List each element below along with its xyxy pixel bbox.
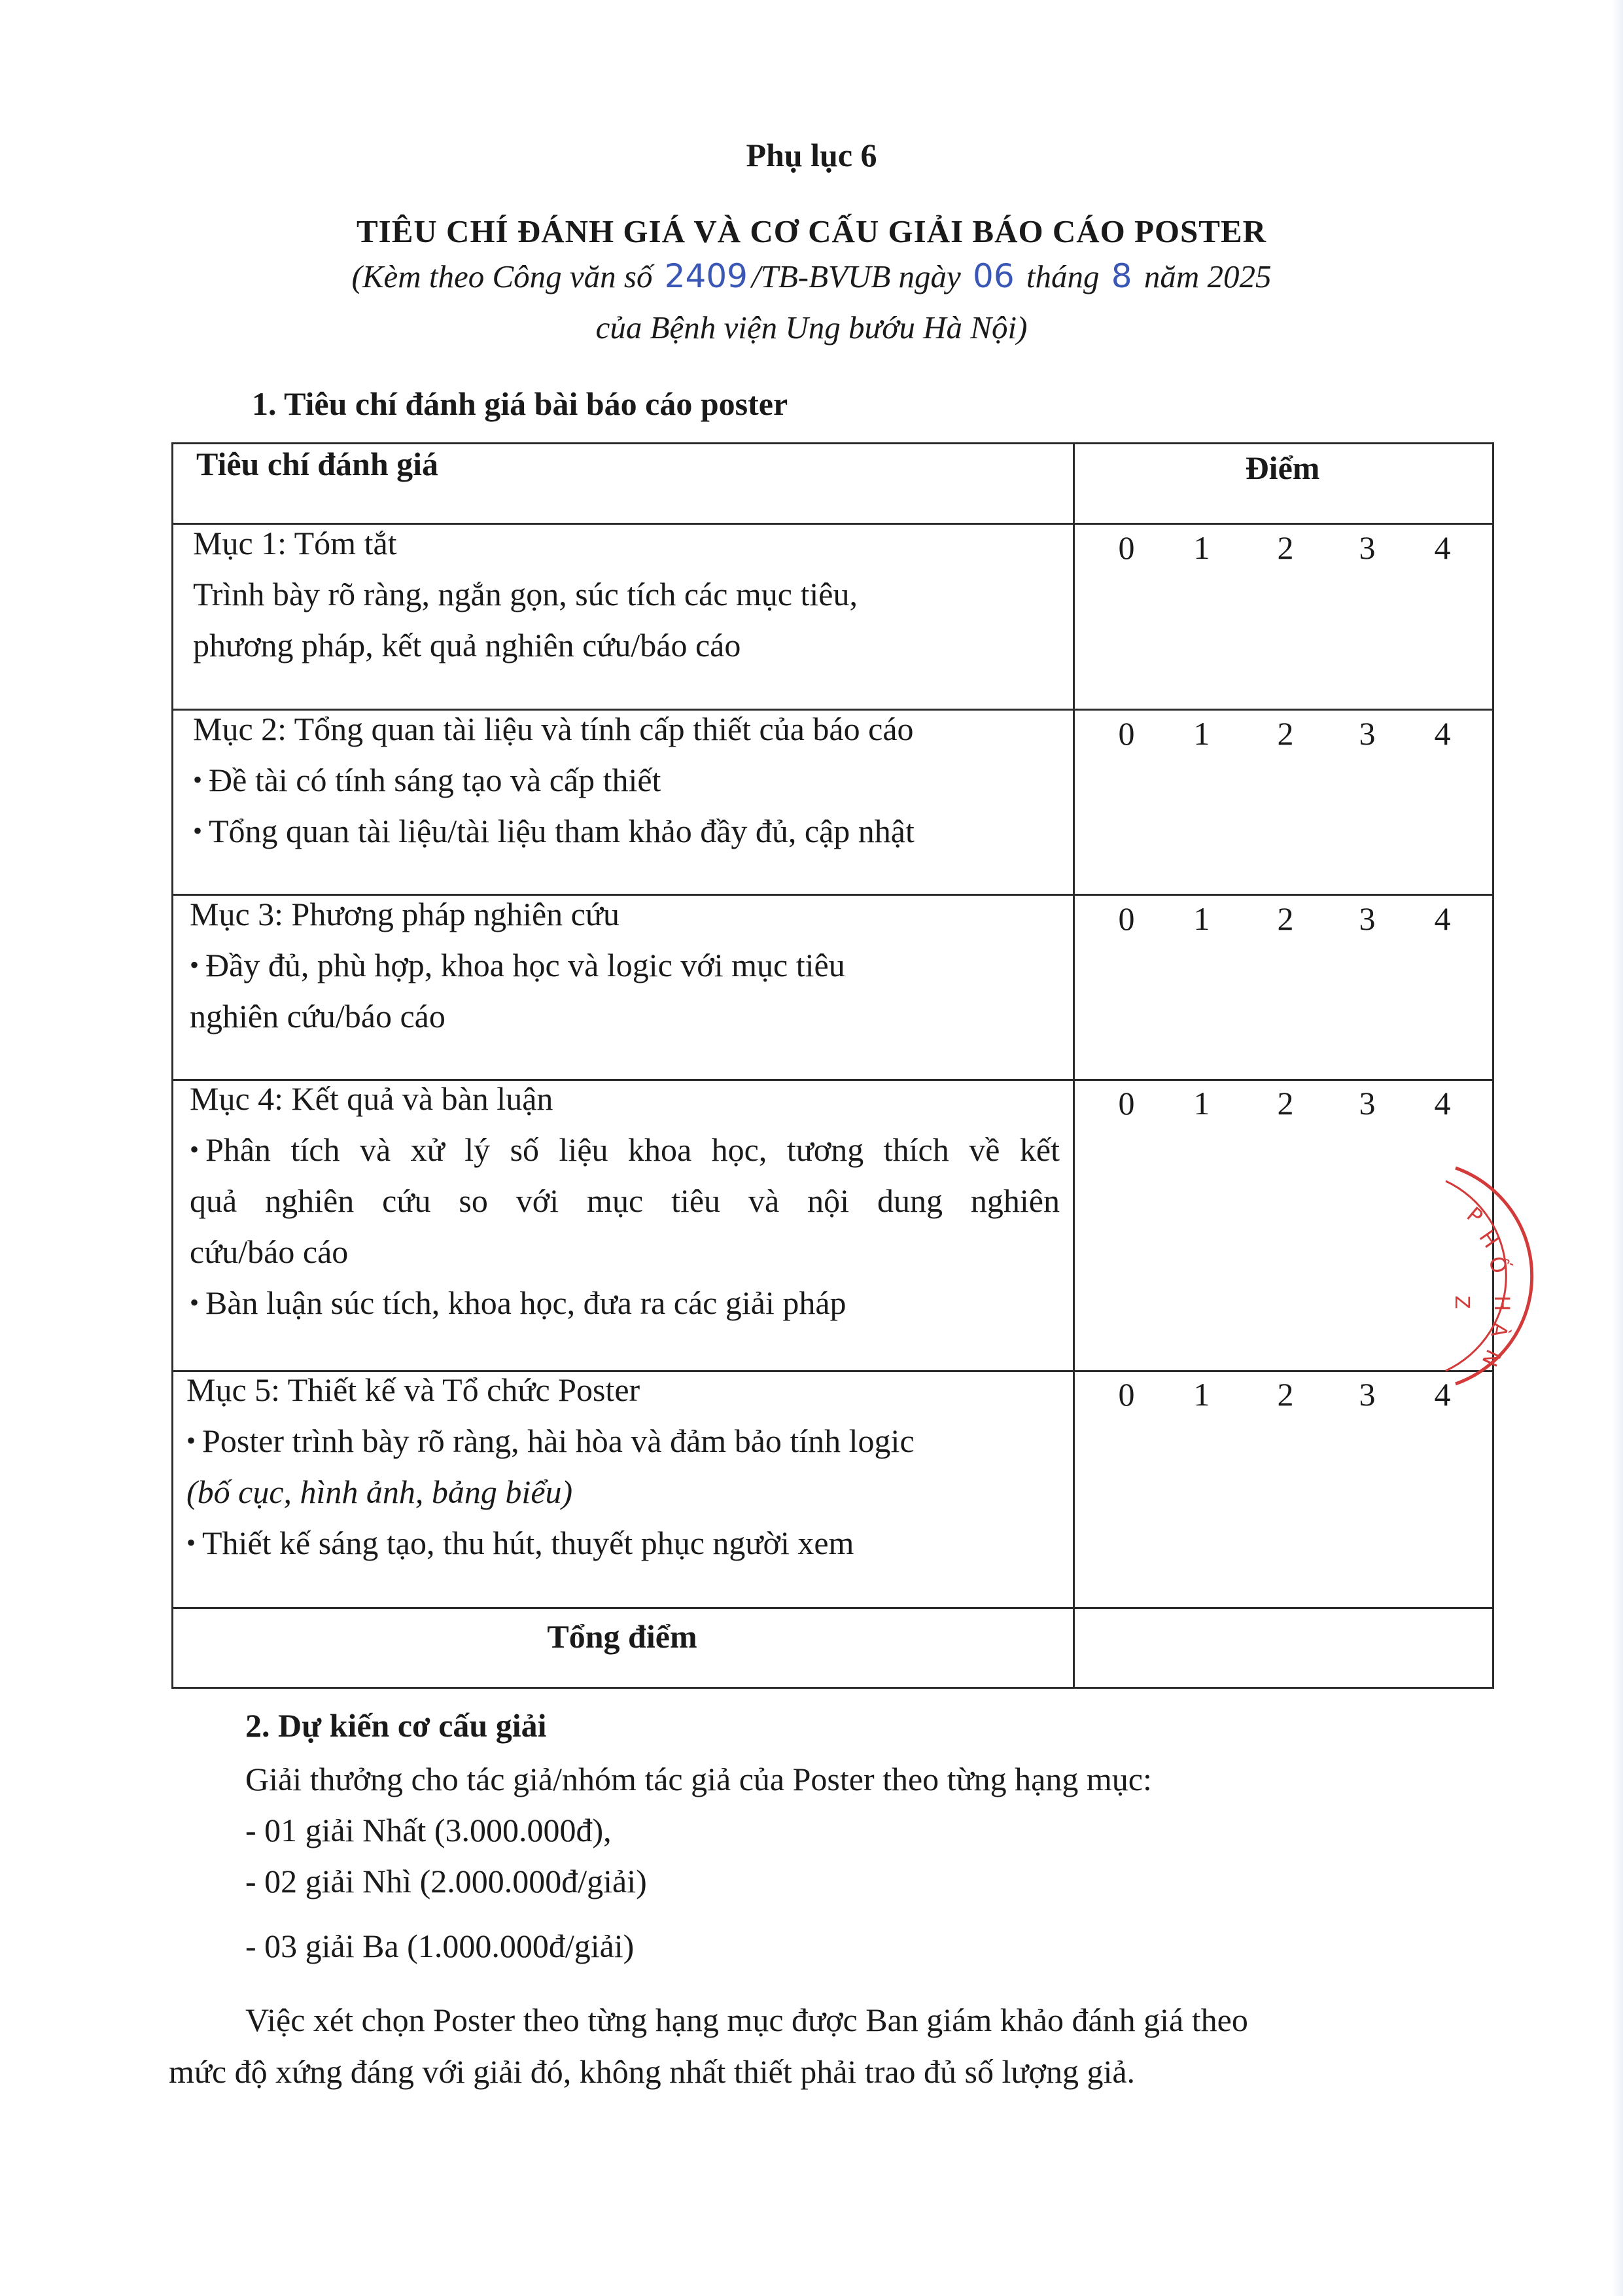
score-options [1073,529,1492,568]
score-2: 2 [1277,529,1294,566]
score-1: 1 [1193,715,1210,752]
score-1: 1 [1193,900,1210,937]
row-title: Mục 2: Tổng quan tài liệu và tính cấp thiết của báo cáo [193,711,914,747]
row-1 [193,518,858,671]
score-2: 2 [1277,1085,1294,1122]
table-rule [171,1607,1494,1609]
bullet-icon: • [190,950,200,980]
header-score: Điểm [1245,450,1320,486]
closing-line-1: Việc xét chọn Poster theo từng hạng mục được Ban giám khảo đánh giá theo [245,2002,1248,2038]
subtitle-ref: /TB-BVUB ngày [752,258,961,294]
score-1: 1 [1193,529,1210,566]
score-0: 0 [1118,1376,1135,1413]
score-0: 0 [1118,900,1135,937]
score-2: 2 [1277,715,1294,752]
score-0: 0 [1118,715,1135,752]
subtitle-line-2: của Bệnh viện Ung bướu Hà Nội) [595,309,1028,345]
row-line: Đề tài có tính sáng tạo và cấp thiết [209,762,661,798]
row-title: Mục 5: Thiết kế và Tổ chức Poster [186,1371,640,1408]
row-3 [190,889,845,1042]
row-5 [186,1364,915,1568]
row-title: Mục 4: Kết quả và bàn luận [190,1080,553,1117]
table-rule [171,1687,1494,1689]
handwritten-day: 06 [973,257,1015,295]
header-criteria: Tiêu chí đánh giá [196,446,439,482]
row-line: Trình bày rõ ràng, ngắn gọn, súc tích các mục tiêu, [193,576,858,612]
section-1-heading: 1. Tiêu chí đánh giá bài báo cáo poster [252,385,788,422]
document-title: TIÊU CHÍ ĐÁNH GIÁ VÀ CƠ CẤU GIẢI BÁO CÁO POSTER [356,213,1267,249]
prize-second: - 02 giải Nhì (2.000.000đ/giải) [245,1863,647,1899]
table-rule [1073,442,1075,1689]
row-4 [190,1073,1060,1328]
svg-text:Z: Z [1450,1296,1473,1309]
row-line: Thiết kế sáng tạo, thu hút, thuyết phục người xem [202,1525,854,1561]
score-options [1073,1084,1492,1123]
score-4: 4 [1434,715,1451,752]
subtitle-line-1 [0,257,1623,295]
svg-text:N: N [1476,1345,1507,1371]
row-line: Bàn luận súc tích, khoa học, đưa ra các giải pháp [205,1284,846,1321]
score-4: 4 [1434,1085,1451,1122]
table-rule [171,442,173,1689]
official-stamp [1442,1155,1554,1397]
prize-first: - 01 giải Nhất (3.000.000đ), [245,1812,612,1848]
score-2: 2 [1277,900,1294,937]
appendix-label: Phụ lục 6 [746,137,877,173]
score-3: 3 [1359,900,1376,937]
row-line: Phân tích và xử lý số liệu khoa học, tương thích về kết [205,1131,1060,1168]
score-4: 4 [1434,1376,1451,1413]
score-0: 0 [1118,1085,1135,1122]
row-line: phương pháp, kết quả nghiên cứu/báo cáo [193,627,741,663]
subtitle-year: năm 2025 [1143,258,1272,294]
handwritten-month: 8 [1111,257,1132,295]
score-4: 4 [1434,529,1451,566]
score-4: 4 [1434,900,1451,937]
row-title: Mục 3: Phương pháp nghiên cứu [190,896,620,932]
row-line: quả nghiên cứu so với mục tiêu và nội dung nghiên [190,1182,1060,1219]
row-line: nghiên cứu/báo cáo [190,998,445,1034]
svg-text:P: P [1461,1202,1488,1229]
bullet-icon: • [186,1426,196,1455]
closing-line-2: mức độ xứng đáng với giải đó, không nhất thiết phải trao đủ số lượng giả. [169,2053,1136,2090]
prize-intro: Giải thưởng cho tác giả/nhóm tác giả của Poster theo từng hạng mục: [245,1761,1152,1797]
bullet-icon: • [190,1288,200,1317]
bullet-icon: • [193,765,203,794]
total-label: Tổng điểm [547,1618,697,1655]
bullet-icon: • [193,816,203,845]
score-options [1073,900,1492,939]
row-line: Tổng quan tài liệu/tài liệu tham khảo đầy đủ, cập nhật [209,813,915,849]
subtitle-month-word: tháng [1026,258,1100,294]
handwritten-doc-number: 2409 [664,257,748,295]
row-line: Poster trình bày rõ ràng, hài hòa và đảm bảo tính logic [202,1422,915,1459]
score-3: 3 [1359,715,1376,752]
section-2-heading: 2. Dự kiến cơ cấu giải [245,1707,547,1744]
score-options [1073,715,1492,754]
score-3: 3 [1359,1376,1376,1413]
score-0: 0 [1118,529,1135,566]
row-2 [193,703,915,857]
bullet-icon: • [190,1135,200,1164]
svg-text:À: À [1486,1320,1513,1339]
prize-third: - 03 giải Ba (1.000.000đ/giải) [245,1928,635,1964]
bullet-icon: • [186,1528,196,1557]
row-line: Đầy đủ, phù hợp, khoa học và logic với mục tiêu [205,947,845,983]
score-2: 2 [1277,1376,1294,1413]
svg-text:Ố: Ố [1483,1252,1512,1277]
subtitle-prefix: (Kèm theo Công văn số [351,258,653,294]
svg-text:H: H [1474,1225,1504,1253]
row-line: (bố cục, hình ảnh, bảng biểu) [186,1474,573,1510]
score-1: 1 [1193,1376,1210,1413]
score-3: 3 [1359,529,1376,566]
score-options [1073,1375,1492,1415]
score-3: 3 [1359,1085,1376,1122]
svg-text:H: H [1490,1296,1514,1312]
score-1: 1 [1193,1085,1210,1122]
table-rule [1492,442,1494,1689]
row-title: Mục 1: Tóm tắt [193,525,397,561]
row-line: cứu/báo cáo [190,1233,349,1270]
